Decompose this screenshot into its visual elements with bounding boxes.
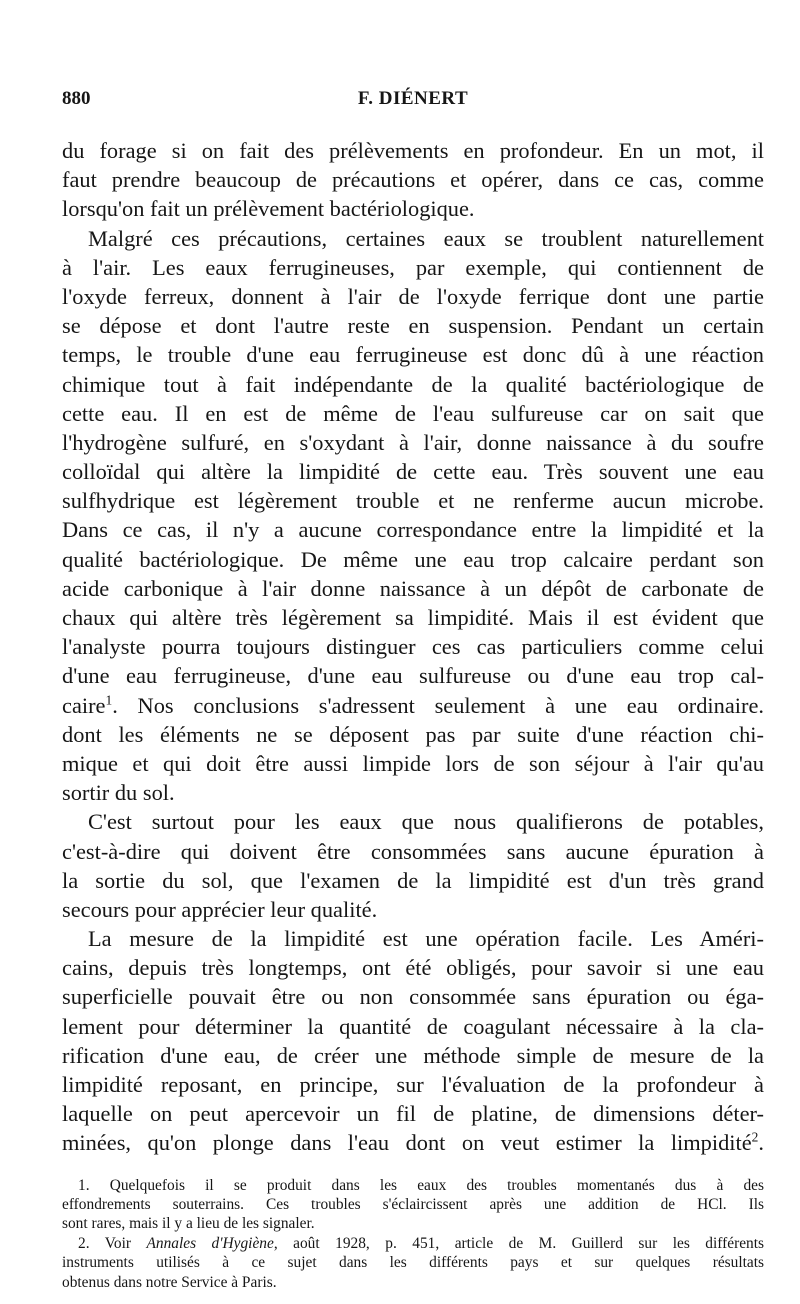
journal-title: Annales d'Hygiène bbox=[146, 1234, 274, 1252]
text-line: acide carbonique à l'air donne naissance à un dépôt de carbonate de bbox=[62, 575, 764, 601]
footnote-line: instruments utilisés à ce sujet dans les différents pays et sur quelques résultats bbox=[62, 1254, 764, 1272]
text-line: sortir du sol. bbox=[62, 780, 175, 806]
body-text bbox=[62, 136, 764, 1158]
text-line: La mesure de la limpidité est une opération facile. Les Améri- bbox=[88, 926, 764, 952]
text-line: limpidité reposant, en principe, sur l'évaluation de la profondeur à bbox=[62, 1072, 764, 1097]
text-line: Dans ce cas, il n'y a aucune correspondance entre la limpidité et la bbox=[62, 517, 764, 543]
text-line: l'oxyde ferreux, donnent à l'air de l'oxyde ferrique dont une partie bbox=[62, 283, 764, 309]
text-line: cette eau. Il en est de même de l'eau sulfureuse car on sait que bbox=[62, 400, 764, 426]
footnote-marker: 2. bbox=[78, 1234, 90, 1252]
text-line: sulfhydrique est légèrement trouble et ne renferme aucun microbe. bbox=[62, 488, 764, 514]
text-line: superficielle pouvait être ou non consommée sans épuration ou éga- bbox=[62, 984, 764, 1010]
footnote-reference[interactable]: 1 bbox=[105, 692, 113, 708]
text-line: Malgré ces précautions, certaines eaux se troublent naturellement bbox=[88, 225, 764, 251]
footnote-text: Voir bbox=[104, 1234, 131, 1252]
footnote-text: Quelquefois il se produit dans les eaux des troubles momentanés dus à des bbox=[109, 1176, 764, 1194]
text-line: laquelle on peut apercevoir un fil de platine, de dimensions déter- bbox=[62, 1101, 764, 1127]
text-line bbox=[62, 1128, 764, 1157]
footnote-marker: 1. bbox=[78, 1176, 90, 1194]
text-fragment: . bbox=[758, 1130, 764, 1156]
text-line: secours pour apprécier leur qualité. bbox=[62, 896, 378, 922]
text-line: chimique tout à fait indépendante de la qualité bactériologique de bbox=[62, 371, 764, 397]
text-line: du forage si on fait des prélèvements en profondeur. En un mot, il bbox=[62, 138, 764, 163]
text-fragment: caire bbox=[62, 692, 106, 718]
book-page bbox=[62, 88, 764, 1292]
text-line: colloïdal qui altère la limpidité de cette eau. Très souvent une eau bbox=[62, 459, 764, 485]
text-line: à l'air. Les eaux ferrugineuses, par exemple, qui contiennent de bbox=[62, 254, 764, 280]
footnote-line: sont rares, mais il y a lieu de les signaler. bbox=[62, 1215, 315, 1233]
page-header bbox=[62, 88, 764, 114]
footnotes bbox=[62, 1176, 764, 1292]
text-line: lement pour déterminer la quantité de coagulant nécessaire à la cla- bbox=[62, 1013, 764, 1039]
footnote-line: effondrements souterrains. Ces troubles s'éclaircissent après une addition de HCl. Ils bbox=[62, 1195, 764, 1213]
footnote-reference[interactable]: 2 bbox=[751, 1129, 759, 1145]
text-line: l'analyste pourra toujours distinguer ces cas particuliers comme celui bbox=[62, 634, 764, 660]
text-line: rification d'une eau, de créer une méthode simple de mesure de la bbox=[62, 1042, 764, 1068]
footnote-line: obtenus dans notre Service à Paris. bbox=[62, 1273, 277, 1291]
text-fragment: minées, qu'on plonge dans l'eau dont on veut estimer la limpidité bbox=[62, 1130, 752, 1156]
text-fragment: . Nos conclusions s'adressent seulement à une eau ordinaire. bbox=[112, 692, 764, 718]
text-line: dont les éléments ne se déposent pas par suite d'une réaction chi- bbox=[62, 721, 764, 747]
text-line: mique et qui doit être aussi limpide lors de son séjour à l'air qu'au bbox=[62, 750, 764, 776]
text-line: temps, le trouble d'une eau ferrugineuse est donc dû à une réaction bbox=[62, 342, 764, 368]
footnote-line bbox=[62, 1234, 764, 1253]
text-line: cains, depuis très longtemps, ont été obligés, pour savoir si une eau bbox=[62, 955, 764, 981]
text-line: d'une eau ferrugineuse, d'une eau sulfureuse ou d'une eau trop cal- bbox=[62, 663, 764, 689]
text-line: la sortie du sol, que l'examen de la limpidité est d'un très grand bbox=[62, 867, 764, 893]
footnote-line bbox=[62, 1176, 764, 1195]
page-number: 880 bbox=[62, 88, 91, 109]
text-line bbox=[62, 691, 764, 720]
text-line: lorsqu'on fait un prélèvement bactériologique. bbox=[62, 196, 475, 222]
text-line: qualité bactériologique. De même une eau trop calcaire perdant son bbox=[62, 546, 764, 572]
text-line: l'hydrogène sulfuré, en s'oxydant à l'air, donne naissance à du soufre bbox=[62, 429, 764, 455]
text-line: chaux qui altère très légèrement sa limpidité. Mais il est évident que bbox=[62, 605, 764, 630]
text-line: se dépose et dont l'autre reste en suspension. Pendant un certain bbox=[62, 313, 764, 339]
running-head: F. DIÉNERT bbox=[357, 88, 469, 109]
text-line: faut prendre beaucoup de précautions et opérer, dans ce cas, comme bbox=[62, 167, 764, 193]
footnote-text: , août 1928, p. 451, article de M. Guillerd sur les différents bbox=[273, 1234, 764, 1252]
text-line: c'est-à-dire qui doivent être consommées sans aucune épuration à bbox=[62, 838, 764, 864]
text-line: C'est surtout pour les eaux que nous qualifierons de potables, bbox=[88, 809, 764, 835]
